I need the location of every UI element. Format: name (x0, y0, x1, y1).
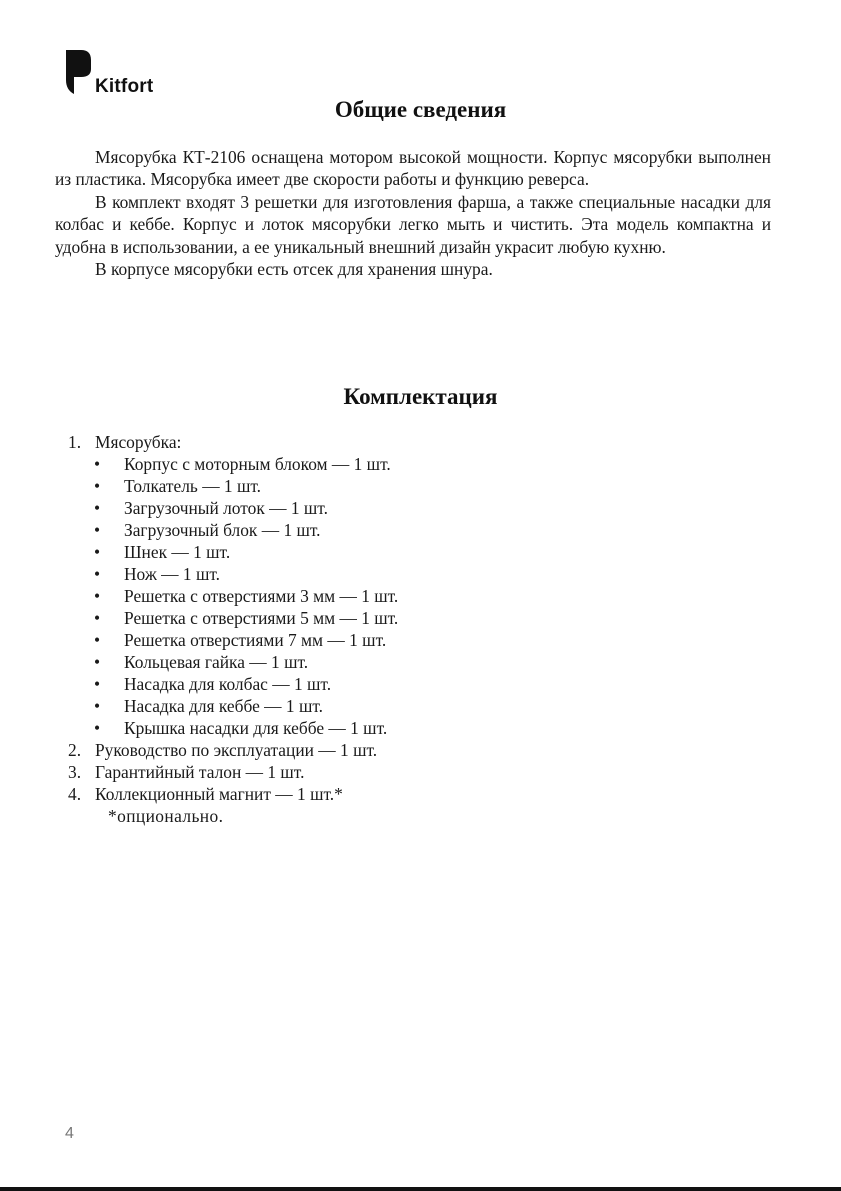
sub-list-item (68, 695, 688, 717)
item-text: Руководство по эксплуатации — 1 шт. (95, 740, 378, 760)
sub-list-item (68, 673, 688, 695)
sub-list-item (68, 607, 688, 629)
sub-list-item (68, 563, 688, 585)
sub-item-text: Шнек — 1 шт. (124, 542, 231, 562)
sub-list-item (68, 585, 688, 607)
sub-list-item (68, 717, 688, 739)
sub-list-item (68, 497, 688, 519)
item-text: Коллекционный магнит — 1 шт.* (95, 784, 343, 804)
sub-item-text: Нож — 1 шт. (124, 564, 220, 584)
sub-list-item (68, 475, 688, 497)
brand-name: Kitfort (95, 76, 154, 97)
bullet-icon: • (94, 674, 101, 694)
sub-item-text: Толкатель — 1 шт. (124, 476, 262, 496)
bullet-icon: • (94, 520, 101, 540)
sub-item-text: Крышка насадки для кеббе — 1 шт. (124, 718, 388, 738)
section-title-package: Комплектация (343, 384, 498, 409)
sub-item-text: Насадка для кеббе — 1 шт. (124, 696, 323, 716)
intro-paragraph: В корпусе мясорубки есть отсек для хранения шнура. (95, 259, 493, 280)
sub-item-text: Кольцевая гайка — 1 шт. (124, 652, 309, 672)
item-number: 4. (68, 784, 82, 804)
sub-item-text: Решетка отверстиями 7 мм — 1 шт. (124, 630, 387, 650)
sub-item-text: Загрузочный лоток — 1 шт. (124, 498, 328, 518)
bullet-icon: • (94, 696, 101, 716)
page-number: 4 (65, 1125, 74, 1142)
sub-list-item (68, 651, 688, 673)
bullet-icon: • (94, 498, 101, 518)
sub-item-text: Корпус с моторным блоком — 1 шт. (124, 454, 391, 474)
bullet-icon: • (94, 564, 101, 584)
sub-item-text: Решетка с отверстиями 3 мм — 1 шт. (124, 586, 399, 606)
item-number: 3. (68, 762, 82, 782)
sub-item-text: Загрузочный блок — 1 шт. (124, 520, 321, 540)
brand-logo (66, 50, 166, 98)
list-item (68, 431, 688, 453)
item-text: Гарантийный талон — 1 шт. (95, 762, 305, 782)
intro-paragraph: Мясорубка КТ-2106 оснащена мотором высокой мощности. Корпус мясорубки выполнен из пластика. Мясорубка имеет две скорости работы и функцию реверса. (55, 147, 771, 190)
bullet-icon: • (94, 630, 101, 650)
sub-item-text: Решетка с отверстиями 5 мм — 1 шт. (124, 608, 399, 628)
page-bottom-rule (0, 1187, 841, 1191)
kitfort-logo-icon (66, 50, 92, 96)
section-title-general: Общие сведения (334, 97, 507, 122)
sub-list-item (68, 629, 688, 651)
list-item (68, 783, 688, 805)
list-item (68, 761, 688, 783)
bullet-icon: • (94, 608, 101, 628)
sub-list-item (68, 453, 688, 475)
item-number: 2. (68, 740, 82, 760)
bullet-icon: • (94, 718, 101, 738)
bullet-icon: • (94, 586, 101, 606)
list-item (68, 739, 688, 761)
footnote: *опционально. (108, 806, 224, 826)
package-list (68, 431, 688, 827)
item-text: Мясорубка: (95, 432, 182, 452)
intro-text (55, 146, 771, 280)
sub-item-text: Насадка для колбас — 1 шт. (124, 674, 332, 694)
bullet-icon: • (94, 454, 101, 474)
sub-list-item (68, 519, 688, 541)
sub-list-item (68, 541, 688, 563)
intro-paragraph: В комплект входят 3 решетки для изготовления фарша, а также специальные насадки для колбас и кеббе. Корпус и лоток мясорубки легко мыть и чистить. Эта модель компактна и удобна в использовании, а ее уникальный внешний дизайн украсит любую кухню. (55, 191, 771, 257)
bullet-icon: • (94, 652, 101, 672)
bullet-icon: • (94, 476, 101, 496)
footnote-row (68, 805, 688, 827)
bullet-icon: • (94, 542, 101, 562)
item-number: 1. (68, 432, 82, 452)
